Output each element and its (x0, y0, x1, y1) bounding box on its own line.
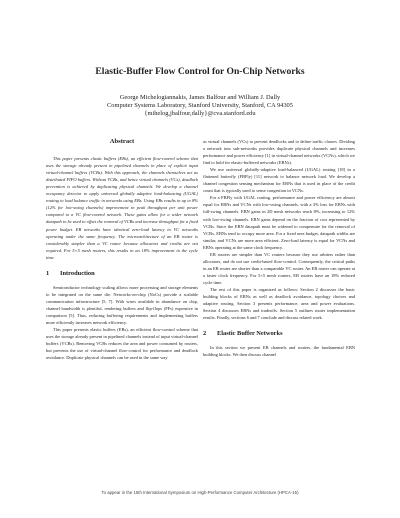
paper-authors: George Michelogiannakis, James Balfour and William J. Dally (119, 94, 281, 101)
paper-title: Elastic-Buffer Flow Control for On-Chip Networks (95, 66, 305, 77)
abstract-heading: Abstract (109, 138, 135, 145)
paragraph: as virtual channels (VCs) to prevent deadlocks and to define traffic classes. Dividing a network into sub-networks provides duplicate physical channels and increases performance and power efficiency [1] in virtual-channel networks (VCNs), which we find to hold for elastic-buffered networks (EBNs). (203, 139, 355, 166)
paragraph: We use universal globally-adaptive load-balanced (UGAL) routing [18] in a flattened butterfly (FBFly) [11] network to balance network load. We develop a channel congestion sensing mechanism for EBNs that is used in place of the credit count that is typically used to sense congestion in VCNs. (203, 167, 355, 194)
paragraph: Semiconductor technology scaling allows more processing and storage elements to be integrated on the same die. Networks-on-chip (NoCs) provide a scalable communication infrastructure [5, 7]. With wires available in abundance on chip, channel bandwidth is plentiful, rendering buffers and flip-flops (FFs) expensive in comparison [5]. Thus, reducing buffering requirements and implementing buffers more efficiently increases network efficiency. (46, 284, 198, 326)
section-heading-introduction (46, 270, 198, 277)
paper-email: {mihelog,jbalfour,dally}@cva.stanford.edu (144, 110, 256, 117)
paragraph: This paper presents elastic buffers (EBs), an efficient flow-control scheme that uses the storage already present in pipelined channels instead of input virtual-channel buffers (VCBs). Removing VCBs reduces the area and power consumed by routers, but prevents the use of virtual-channel flow-control for performance and deadlock avoidance. Duplicate physical channels can be used in the same way (46, 327, 198, 361)
section-title: Elastic Buffer Networks (217, 330, 283, 338)
paragraph: The rest of this paper is organized as follows: Section 2 discusses the basic building blocks of EBNs as well as deadlock avoidance, topology choices and adaptive routing. Section 3 presents performance, area and power evaluations. Section 4 discusses EBNs and tradeoffs. Section 5 outlines router implementation results. Finally, sections 6 and 7 conclude and discuss related work. (203, 286, 355, 321)
paragraph: For a FBFly with UGAL routing, performance and power efficiency are almost equal for EBNs and VCNs with low-swing channels, with a 3% loss for EBNs with full-swing channels. EBN gains in 2D mesh networks reach 8%, increasing to 12% with low-swing channels. EBN gains depend on the fraction of cost represented by VCBs. Since the EBN datapath must be widened to compensate for the removal of VCBs, EBNs tend to occupy more area. For a fixed area budget, datapath widths are similar, and VCNs are more area efficient. Zero-load latency is equal for VCNs and EBNs operating at the same clock frequency. (203, 195, 355, 250)
page-footer: To appear in the 15th International Symposium on High-Performance Computer Architecture (HPCA-15) (101, 490, 299, 495)
right-column (203, 138, 355, 358)
left-column (46, 138, 198, 361)
paragraph: In this section we present EB channels and routers, the fundamental EBN building blocks. We then discuss channel (203, 345, 355, 358)
section-number: 1 (46, 269, 50, 277)
section-number: 2 (203, 330, 207, 338)
paper-affiliation: Computer Systems Laboratory, Stanford University, Stanford, CA 94305 (107, 102, 293, 109)
abstract-text: This paper presents elastic buffers (EBs), an efficient flow-control scheme that uses the storage already present in pipelined channels in place of explicit input virtual-channel buffers (VCBs). With this approach, the channels themselves act as distributed FIFO buffers. Without VCBs, and hence virtual channels (VCs), deadlock prevention is achieved by duplicating physical channels. We develop a channel occupancy detector to apply universal globally adaptive load-balancing (UGAL) routing to load balance traffic in networks using EBs. Using EBs results in up to 8% (12% for low-swing channels) improvement in peak throughput per unit power compared to a VC flow-control network. These gains allow for a wider network datapath to be used to offset the removal of VCBs and increase throughput for a fixed power budget. EB networks have identical zero-load latency to VC networks operating under the same frequency. The microarchitecture of an EB router is considerably simpler than a VC router because allocators and credits are not required. For 5×5 mesh routers, this results in an 18% improvement in the cycle time. (46, 156, 198, 260)
paragraph: EB routers are simpler than VC routers because they use arbiters rather than allocators, and do not use credit-based flow-control. Consequently, the critical paths in an EB router are shorter than a comparable VC router. An EB router can operate at a faster clock frequency. For 5×5 mesh routers, EB routers have an 18% reduced cycle time. (203, 251, 355, 285)
section-heading-elastic-buffer-networks (203, 330, 355, 337)
section-title: Introduction (60, 269, 95, 277)
